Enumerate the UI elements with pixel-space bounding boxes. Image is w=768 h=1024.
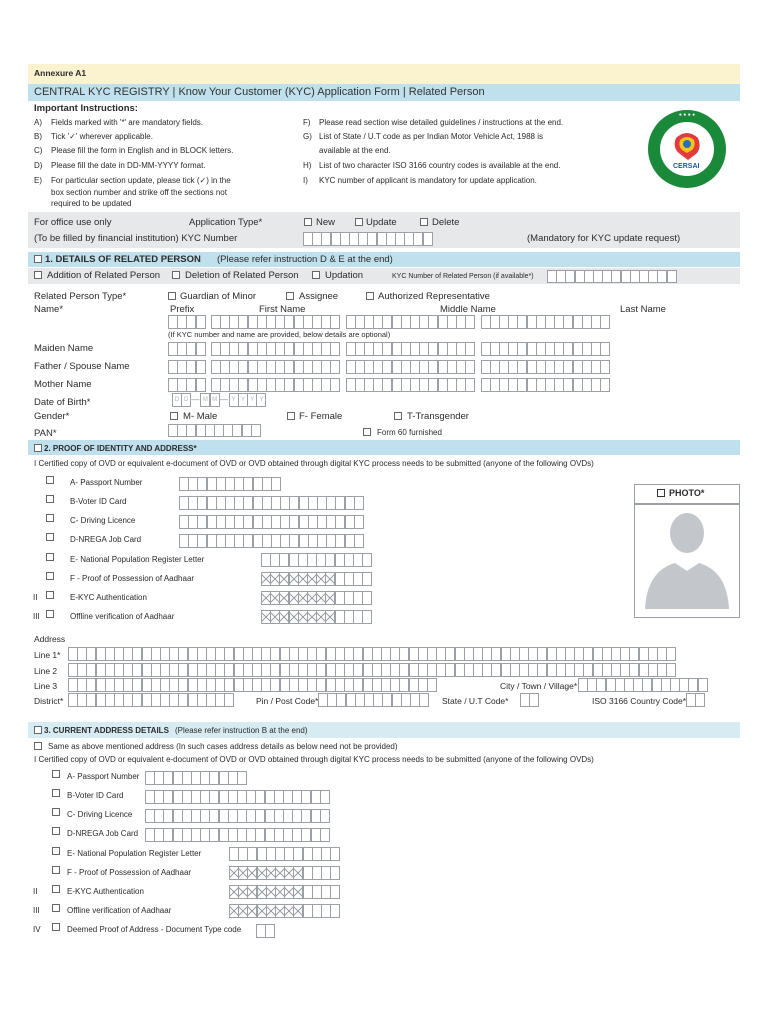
pin-label: Pin / Post Code* — [256, 696, 319, 706]
s2-offline-label: Offline verification of Aadhaar — [70, 612, 175, 621]
s3-ekyc-checkbox[interactable] — [52, 885, 60, 893]
office-label: For office use only — [34, 217, 112, 228]
name-part-group — [168, 378, 205, 392]
s3-deemed-label: Deemed Proof of Address - Document Type code — [67, 925, 242, 934]
instr-text: required to be updated — [51, 199, 132, 208]
address-label: Address — [34, 634, 66, 644]
input-cell[interactable] — [362, 591, 372, 605]
line2-label: Line 2 — [34, 666, 58, 676]
person-silhouette-icon — [635, 505, 739, 617]
section1-checkbox[interactable] — [34, 255, 42, 263]
s3-passport-label: A- Passport Number — [67, 772, 140, 781]
s3-offline-checkbox[interactable] — [52, 904, 60, 912]
instr-text: box section number and strike off the sections not — [51, 188, 227, 197]
instr-text: KYC number of applicant is mandatory for update application. — [319, 176, 537, 185]
input-cell[interactable] — [600, 360, 610, 374]
maiden-name-boxes[interactable] — [168, 342, 609, 356]
input-cell[interactable] — [354, 496, 364, 510]
s3-nrega-boxes[interactable] — [145, 828, 329, 842]
input-cell[interactable] — [354, 515, 364, 529]
input-cell[interactable] — [362, 610, 372, 624]
input-cell[interactable] — [330, 315, 340, 329]
input-cell[interactable] — [330, 885, 340, 899]
gender-male-checkbox[interactable] — [170, 412, 178, 420]
section1-note: (Please refer instruction D & E at the end) — [217, 254, 393, 265]
prefix-label: Prefix — [170, 304, 195, 315]
related-name-boxes[interactable] — [168, 315, 609, 329]
name-part-group — [481, 360, 610, 374]
s3-passport-boxes[interactable] — [145, 771, 246, 785]
input-cell[interactable] — [465, 342, 475, 356]
instr-text: For particular section update, please tick (✓) in the — [51, 176, 231, 185]
state-code-label: State / U.T Code* — [442, 696, 509, 706]
s2-nrega-boxes[interactable] — [179, 534, 363, 548]
s3-driving-checkbox[interactable] — [52, 808, 60, 816]
instr-text: Please read section wise detailed guidelines / instructions at the end. — [319, 118, 564, 127]
name-part-group — [168, 315, 205, 329]
mother-name-boxes[interactable] — [168, 378, 609, 392]
dob-cell[interactable]: Y — [247, 393, 257, 407]
input-cell[interactable] — [330, 342, 340, 356]
district-label: District* — [34, 696, 64, 706]
related-kyc-boxes[interactable] — [547, 270, 676, 283]
pan-label: PAN* — [34, 428, 57, 439]
dob-label: Date of Birth* — [34, 397, 91, 408]
input-cell[interactable] — [666, 663, 676, 677]
app-type-new-label: New — [316, 217, 336, 228]
input-cell[interactable] — [423, 232, 433, 246]
s2-voter-label: B-Voter ID Card — [70, 497, 127, 506]
s3-voter-boxes[interactable] — [145, 790, 329, 804]
s3-voter-checkbox[interactable] — [52, 789, 60, 797]
s2-roman-num: II — [33, 593, 38, 602]
instr-text: Fields marked with '*' are mandatory fields. — [51, 118, 204, 127]
s3-deemed-checkbox[interactable] — [52, 923, 60, 931]
annexure-label: Annexure A1 — [34, 68, 87, 78]
name-part-group — [346, 342, 475, 356]
s2-passport-boxes[interactable] — [179, 477, 280, 491]
input-cell[interactable] — [427, 678, 437, 692]
input-cell[interactable] — [465, 315, 475, 329]
input-cell[interactable] — [271, 477, 281, 491]
input-cell[interactable] — [600, 378, 610, 392]
cersai-logo-text: CERSAI — [673, 163, 700, 170]
s2-aadhaar-checkbox[interactable] — [46, 572, 54, 580]
s3-offline-label: Offline verification of Aadhaar — [67, 906, 172, 915]
s2-nrega-label: D-NREGA Job Card — [70, 535, 142, 544]
addition-checkbox[interactable] — [34, 271, 42, 279]
section1-title: 1. DETAILS OF RELATED PERSON — [45, 254, 201, 265]
instr-text: available at the end. — [319, 146, 391, 155]
instr-text: List of two character ISO 3166 country codes is available at the end. — [319, 161, 561, 170]
s3-ekyc-boxes — [229, 885, 339, 899]
optional-note: (If KYC number and name are provided, below details are optional) — [168, 330, 391, 339]
state-code-boxes[interactable] — [520, 693, 538, 707]
s2-ekyc-checkbox[interactable] — [46, 591, 54, 599]
photo-box[interactable] — [634, 504, 740, 618]
addition-label: Addition of Related Person — [47, 270, 161, 281]
s3-roman-num: III — [33, 906, 40, 915]
input-cell[interactable] — [196, 360, 206, 374]
input-cell[interactable] — [196, 342, 206, 356]
instr-text: Please fill the date in DD-MM-YYYY format. — [51, 161, 206, 170]
office-kyc-label: (To be filled by financial institution) KYC Number — [34, 233, 238, 244]
section3-intro: I Certified copy of OVD or equivalent e-document of OVD or OVD obtained through digital KYC process needs to be submitted (anyone of the following OVDs) — [34, 755, 594, 764]
dob-cell[interactable]: M — [200, 393, 210, 407]
s2-npr-checkbox[interactable] — [46, 553, 54, 561]
name-part-group — [211, 342, 340, 356]
instr-key: F) — [303, 118, 311, 127]
same-as-label: Same as above mentioned address (In such cases address details as below need not be provided) — [48, 742, 398, 751]
maiden-name-label: Maiden Name — [34, 343, 94, 354]
section3-checkbox[interactable] — [34, 726, 42, 734]
input-cell[interactable] — [529, 693, 539, 707]
gender-female-label: F- Female — [299, 411, 343, 422]
input-cell[interactable] — [419, 693, 429, 707]
s3-npr-boxes[interactable] — [229, 847, 339, 861]
app-type-new-checkbox[interactable] — [304, 218, 312, 226]
app-type-update-checkbox[interactable] — [355, 218, 363, 226]
photo-checkbox[interactable] — [657, 489, 665, 497]
s3-aadhaar-checkbox[interactable] — [52, 866, 60, 874]
dob-separator: — — [219, 395, 228, 404]
s3-aadhaar-label: F - Proof of Possession of Aadhaar — [67, 868, 192, 877]
guardian-label: Guardian of Minor — [180, 291, 257, 302]
input-cell[interactable] — [600, 315, 610, 329]
input-cell[interactable] — [196, 315, 206, 329]
related-type-label: Related Person Type* — [34, 291, 127, 302]
cersai-seal-icon — [646, 108, 728, 190]
assignee-checkbox[interactable] — [286, 292, 294, 300]
section2-title: 2. PROOF OF IDENTITY AND ADDRESS* — [44, 444, 197, 453]
name-part-group — [481, 378, 610, 392]
instr-text: Tick '✓' wherever applicable. — [51, 132, 153, 141]
input-cell[interactable] — [465, 378, 475, 392]
mother-name-label: Mother Name — [34, 379, 92, 390]
deletion-checkbox[interactable] — [172, 271, 180, 279]
s3-voter-label: B-Voter ID Card — [67, 791, 124, 800]
gender-label: Gender* — [34, 411, 70, 422]
s3-npr-checkbox[interactable] — [52, 847, 60, 855]
input-cell[interactable] — [698, 678, 708, 692]
city-label: City / Town / Village* — [500, 681, 578, 691]
s2-offline-checkbox[interactable] — [46, 610, 54, 618]
input-cell[interactable] — [362, 553, 372, 567]
svg-text:● ● ● ●: ● ● ● ● — [678, 112, 696, 118]
s3-offline-boxes — [229, 904, 339, 918]
input-cell[interactable] — [330, 866, 340, 880]
pan-boxes[interactable] — [168, 424, 260, 437]
dob-cell[interactable]: D — [181, 393, 191, 407]
s3-deemed-boxes[interactable] — [256, 924, 274, 938]
authorized-rep-checkbox[interactable] — [366, 292, 374, 300]
input-cell[interactable] — [237, 771, 247, 785]
address-line3-boxes[interactable] — [68, 678, 436, 692]
name-part-group — [211, 315, 340, 329]
input-cell[interactable] — [196, 378, 206, 392]
s2-driving-label: C- Driving Licence — [70, 516, 136, 525]
line1-label: Line 1* — [34, 650, 61, 660]
photo-label: PHOTO* — [669, 488, 705, 498]
instructions-heading: Important Instructions: — [34, 103, 138, 114]
name-part-group — [211, 360, 340, 374]
application-type-label: Application Type* — [189, 217, 263, 228]
input-cell[interactable] — [330, 847, 340, 861]
s2-npr-boxes[interactable] — [261, 553, 371, 567]
input-cell[interactable] — [224, 693, 234, 707]
name-part-group — [168, 360, 205, 374]
instr-key: D) — [34, 161, 43, 170]
updation-label: Updation — [325, 270, 364, 281]
guardian-checkbox[interactable] — [168, 292, 176, 300]
instr-text: Please fill the form in English and in BLOCK letters. — [51, 146, 234, 155]
gender-female-checkbox[interactable] — [287, 412, 295, 420]
input-cell[interactable] — [695, 693, 705, 707]
name-part-group — [346, 378, 475, 392]
input-cell[interactable] — [330, 378, 340, 392]
s3-npr-label: E- National Population Register Letter — [67, 849, 202, 858]
s2-nrega-checkbox[interactable] — [46, 533, 54, 541]
father-spouse-boxes[interactable] — [168, 360, 609, 374]
section2-checkbox[interactable] — [34, 444, 42, 452]
s2-voter-boxes[interactable] — [179, 496, 363, 510]
dob-cell[interactable]: M — [210, 393, 220, 407]
input-cell[interactable] — [600, 342, 610, 356]
instr-key: E) — [34, 176, 42, 185]
s2-driving-checkbox[interactable] — [46, 514, 54, 522]
dob-boxes[interactable] — [172, 393, 266, 407]
s2-aadhaar-label: F - Proof of Possession of Aadhaar — [70, 574, 195, 583]
gender-male-label: M- Male — [183, 411, 218, 422]
s2-aadhaar-boxes — [261, 572, 371, 586]
s3-nrega-label: D-NREGA Job Card — [67, 829, 139, 838]
s2-passport-label: A- Passport Number — [70, 478, 143, 487]
address-line1-boxes[interactable] — [68, 647, 675, 661]
form-title: CENTRAL KYC REGISTRY | Know Your Customer (KYC) Application Form | Related Person — [34, 86, 485, 98]
dob-cell[interactable]: Y — [229, 393, 239, 407]
input-cell[interactable] — [265, 924, 275, 938]
input-cell[interactable] — [465, 360, 475, 374]
middle-name-label: Middle Name — [440, 304, 496, 315]
s2-npr-label: E- National Population Register Letter — [70, 555, 205, 564]
name-part-group — [211, 378, 340, 392]
input-cell[interactable] — [320, 828, 330, 842]
input-cell[interactable] — [330, 904, 340, 918]
s2-passport-checkbox[interactable] — [46, 476, 54, 484]
s2-roman-num: III — [33, 612, 40, 621]
dob-cell[interactable]: Y — [256, 393, 266, 407]
s3-aadhaar-boxes — [229, 866, 339, 880]
s3-roman-num: IV — [33, 925, 41, 934]
input-cell[interactable] — [362, 572, 372, 586]
dob-cell[interactable]: Y — [238, 393, 248, 407]
first-name-label: First Name — [259, 304, 306, 315]
name-part-group — [168, 342, 205, 356]
instr-key: C) — [34, 146, 43, 155]
section3-note: (Please refer instruction B at the end) — [175, 726, 308, 735]
office-kyc-number-boxes[interactable] — [303, 232, 432, 246]
input-cell[interactable] — [320, 790, 330, 804]
s3-ekyc-label: E-KYC Authentication — [67, 887, 144, 896]
app-type-delete-label: Delete — [432, 217, 460, 228]
father-spouse-label: Father / Spouse Name — [34, 361, 130, 372]
updation-checkbox[interactable] — [312, 271, 320, 279]
input-cell[interactable] — [320, 809, 330, 823]
instr-key: I) — [303, 176, 308, 185]
name-part-group — [346, 315, 475, 329]
s3-driving-boxes[interactable] — [145, 809, 329, 823]
name-part-group — [481, 315, 610, 329]
deletion-label: Deletion of Related Person — [185, 270, 299, 281]
s3-passport-checkbox[interactable] — [52, 770, 60, 778]
same-as-checkbox[interactable] — [34, 742, 42, 750]
instr-key: H) — [303, 161, 312, 170]
address-line2-boxes[interactable] — [68, 663, 675, 677]
input-cell[interactable] — [666, 647, 676, 661]
last-name-label: Last Name — [620, 304, 666, 315]
app-type-update-label: Update — [366, 217, 397, 228]
mandatory-note: (Mandatory for KYC update request) — [527, 233, 681, 244]
instr-key: G) — [303, 132, 312, 141]
district-boxes[interactable] — [68, 693, 234, 707]
gender-transgender-checkbox[interactable] — [394, 412, 402, 420]
input-cell[interactable] — [354, 534, 364, 548]
name-label: Name* — [34, 304, 64, 315]
section2-intro: I Certified copy of OVD or equivalent e-document of OVD or OVD obtained through digital KYC process needs to be submitted (anyone of the following OVDs) — [34, 459, 594, 468]
s2-ekyc-boxes — [261, 591, 371, 605]
dob-cell[interactable]: D — [172, 393, 182, 407]
annexure-band — [28, 64, 740, 84]
name-part-group — [481, 342, 610, 356]
authorized-rep-label: Authorized Representative — [378, 291, 490, 302]
section3-title: 3. CURRENT ADDRESS DETAILS — [44, 726, 169, 735]
iso-code-boxes[interactable] — [686, 693, 704, 707]
gender-transgender-label: T-Transgender — [407, 411, 469, 422]
line3-label: Line 3 — [34, 681, 58, 691]
s3-nrega-checkbox[interactable] — [52, 827, 60, 835]
form60-label: Form 60 furnished — [377, 428, 442, 437]
instr-text: List of State / U.T code as per Indian Motor Vehicle Act, 1988 is — [319, 132, 543, 141]
s3-roman-num: II — [33, 887, 38, 896]
s2-ekyc-label: E-KYC Authentication — [70, 593, 147, 602]
city-boxes[interactable] — [578, 678, 707, 692]
dob-separator: — — [191, 395, 200, 404]
app-type-delete-checkbox[interactable] — [420, 218, 428, 226]
instr-key: A) — [34, 118, 42, 127]
s2-offline-boxes — [261, 610, 371, 624]
input-cell[interactable] — [667, 270, 677, 283]
s2-voter-checkbox[interactable] — [46, 495, 54, 503]
instr-key: B) — [34, 132, 42, 141]
iso-code-label: ISO 3166 Country Code* — [592, 696, 687, 706]
input-cell[interactable] — [330, 360, 340, 374]
assignee-label: Assignee — [299, 291, 339, 302]
related-kyc-label: KYC Number of Related Person (if available*) — [392, 273, 534, 280]
input-cell[interactable] — [251, 424, 261, 437]
s3-driving-label: C- Driving Licence — [67, 810, 133, 819]
pin-boxes[interactable] — [318, 693, 428, 707]
form60-checkbox[interactable] — [363, 428, 371, 436]
name-part-group — [346, 360, 475, 374]
s2-driving-boxes[interactable] — [179, 515, 363, 529]
